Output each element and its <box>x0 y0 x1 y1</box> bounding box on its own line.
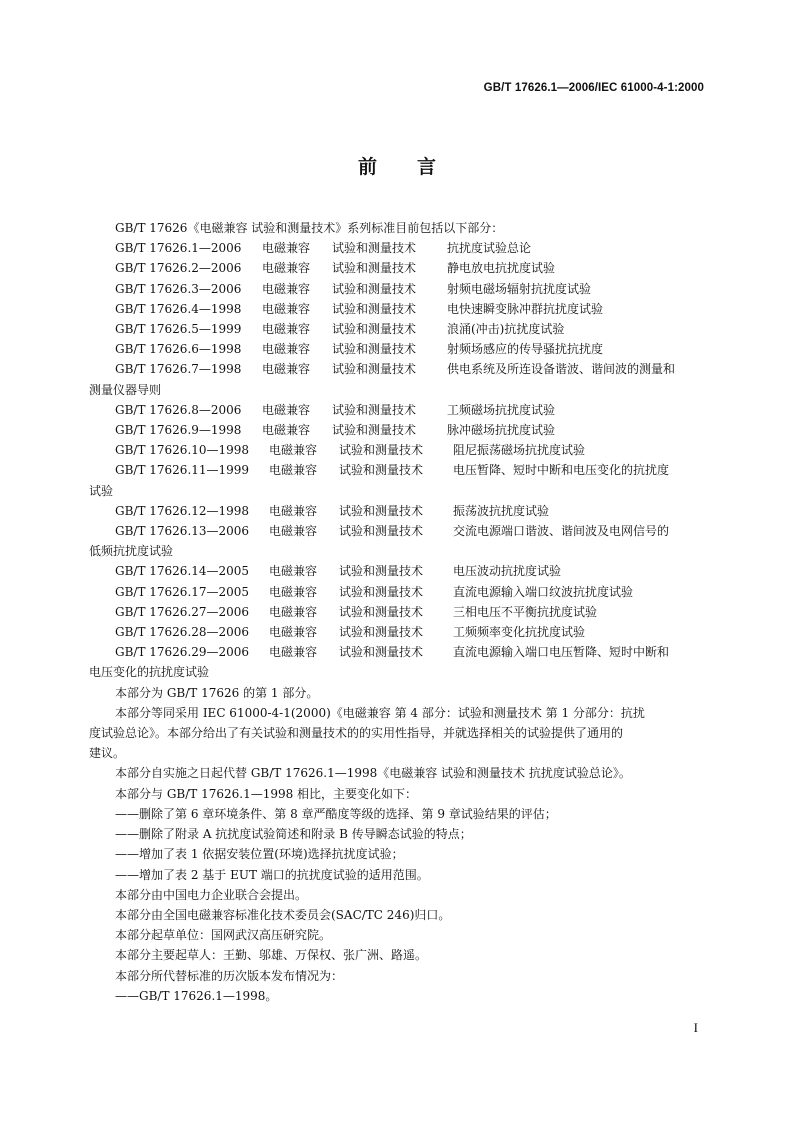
standard-name: 射频场感应的传导骚扰抗扰度 <box>447 342 604 357</box>
standard-category: 电磁兼容 <box>262 402 311 417</box>
standard-code: GB/T 17626.17—2005 <box>115 584 250 599</box>
standard-entry <box>89 521 705 541</box>
standard-category: 电磁兼容 <box>269 604 318 619</box>
standard-subject: 试验和测量技术 <box>332 342 417 357</box>
standard-category: 电磁兼容 <box>269 503 318 518</box>
document-header-standard-number: GB/T 17626.1—2006/IEC 61000-4-1:2000 <box>483 82 704 94</box>
standard-subject: 试验和测量技术 <box>332 402 417 417</box>
page-title: 前言 <box>357 156 476 178</box>
standard-name: 工频磁场抗扰度试验 <box>447 402 556 417</box>
standard-entry <box>89 642 705 662</box>
standard-code: GB/T 17626.3—2006 <box>115 281 242 296</box>
standard-entry <box>89 602 705 622</box>
standard-subject: 试验和测量技术 <box>339 604 424 619</box>
standard-subject: 试验和测量技术 <box>332 281 417 296</box>
standard-code: GB/T 17626.11—1999 <box>115 463 250 478</box>
standard-entry <box>89 238 705 258</box>
standard-code: GB/T 17626.2—2006 <box>115 261 242 276</box>
adoption-statement-line-1: 本部分等同采用 IEC 61000-4-1(2000)《电磁兼容 第 4 部分：试验和测量技术 第 1 分部分：抗扰 <box>115 705 645 720</box>
standard-subject: 试验和测量技术 <box>339 524 424 539</box>
standard-name: 交流电源端口谐波、谐间波及电网信号的 <box>453 524 670 539</box>
standard-code: GB/T 17626.28—2006 <box>115 625 250 640</box>
standard-category: 电磁兼容 <box>269 463 318 478</box>
standards-list <box>89 238 705 682</box>
standard-name: 脉冲磁场抗扰度试验 <box>447 423 556 438</box>
standard-entry <box>89 339 705 359</box>
standard-subject: 试验和测量技术 <box>339 625 424 640</box>
standard-name: 静电放电抗扰度试验 <box>447 261 556 276</box>
proposed-by: 本部分由中国电力企业联合会提出。 <box>115 887 308 902</box>
standard-code: GB/T 17626.14—2005 <box>115 564 250 579</box>
standard-category: 电磁兼容 <box>262 281 311 296</box>
standard-code: GB/T 17626.5—1999 <box>115 322 242 337</box>
standard-name: 抗扰度试验总论 <box>447 241 532 256</box>
standard-entry <box>89 319 705 339</box>
standard-category: 电磁兼容 <box>269 584 318 599</box>
standard-category: 电磁兼容 <box>262 423 311 438</box>
change-item: ——删除了附录 A 抗扰度试验简述和附录 B 传导瞬态试验的特点； <box>115 827 472 842</box>
standard-entry <box>89 420 705 440</box>
standard-name: 阻尼振荡磁场抗扰度试验 <box>453 443 586 458</box>
standard-entry <box>89 622 705 642</box>
standard-entry <box>89 359 705 379</box>
standard-subject: 试验和测量技术 <box>332 362 417 377</box>
standard-code: GB/T 17626.29—2006 <box>115 645 250 660</box>
standard-name: 直流电源输入端口电压暂降、短时中断和 <box>453 645 670 660</box>
standard-entry <box>89 582 705 602</box>
standard-entry <box>89 440 705 460</box>
standard-name-continuation: 测量仪器导则 <box>89 382 162 397</box>
standard-category: 电磁兼容 <box>262 362 311 377</box>
standard-code: GB/T 17626.12—1998 <box>115 503 250 518</box>
standard-code: GB/T 17626.6—1998 <box>115 342 242 357</box>
standard-name: 电快速瞬变脉冲群抗扰度试验 <box>447 301 604 316</box>
standard-subject: 试验和测量技术 <box>339 564 424 579</box>
standard-code: GB/T 17626.8—2006 <box>115 402 242 417</box>
change-item: ——增加了表 1 依据安装位置(环境)选择抗扰度试验； <box>115 847 404 862</box>
standard-name: 电压暂降、短时中断和电压变化的抗扰度 <box>453 463 670 478</box>
standard-category: 电磁兼容 <box>262 261 311 276</box>
adoption-statement-line-2: 度试验总论》。本部分给出了有关试验和测量技术的的实用性指导，并就选择相关的试验提供了通用的 <box>89 726 624 741</box>
standard-entry <box>89 279 705 299</box>
replacement-statement: 本部分自实施之日起代替 GB/T 17626.1—1998《电磁兼容 试验和测量技术 抗扰度试验总论》。 <box>115 766 631 781</box>
centralized-by: 本部分由全国电磁兼容标准化技术委员会(SAC/TC 246)归口。 <box>115 907 451 922</box>
standard-category: 电磁兼容 <box>269 625 318 640</box>
standard-subject: 试验和测量技术 <box>339 503 424 518</box>
standard-subject: 试验和测量技术 <box>339 443 424 458</box>
standard-category: 电磁兼容 <box>269 443 318 458</box>
change-item: ——增加了表 2 基于 EUT 端口的抗扰度试验的适用范围。 <box>115 867 429 882</box>
standard-category: 电磁兼容 <box>262 322 311 337</box>
standard-entry <box>89 561 705 581</box>
standard-code: GB/T 17626.9—1998 <box>115 423 242 438</box>
adoption-statement-line-3: 建议。 <box>89 746 126 761</box>
standard-category: 电磁兼容 <box>269 524 318 539</box>
standard-category: 电磁兼容 <box>269 564 318 579</box>
series-intro: GB/T 17626《电磁兼容 试验和测量技术》系列标准目前包括以下部分： <box>115 221 504 235</box>
standard-category: 电磁兼容 <box>262 241 311 256</box>
changes-intro: 本部分与 GB/T 17626.1—1998 相比，主要变化如下： <box>115 786 418 801</box>
standard-name-continuation: 低频抗扰度试验 <box>89 544 174 559</box>
standard-name: 三相电压不平衡抗扰度试验 <box>453 604 598 619</box>
standard-entry <box>89 460 705 480</box>
standard-name: 电压波动抗扰度试验 <box>453 564 562 579</box>
standard-name: 浪涌(冲击)抗扰度试验 <box>447 322 565 337</box>
standard-entry <box>89 400 705 420</box>
standard-subject: 试验和测量技术 <box>332 301 417 316</box>
standard-subject: 试验和测量技术 <box>339 645 424 660</box>
standard-subject: 试验和测量技术 <box>339 463 424 478</box>
standard-code: GB/T 17626.13—2006 <box>115 524 250 539</box>
standard-name-continuation: 试验 <box>89 483 114 498</box>
standard-code: GB/T 17626.1—2006 <box>115 241 242 256</box>
standard-code: GB/T 17626.10—1998 <box>115 443 250 458</box>
standard-code: GB/T 17626.4—1998 <box>115 301 242 316</box>
standard-category: 电磁兼容 <box>262 301 311 316</box>
standard-name: 工频频率变化抗扰度试验 <box>453 625 586 640</box>
standard-category: 电磁兼容 <box>269 645 318 660</box>
standard-entry <box>89 501 705 521</box>
standard-entry <box>89 258 705 278</box>
standard-name: 射频电磁场辐射抗扰度试验 <box>447 281 592 296</box>
standard-subject: 试验和测量技术 <box>332 322 417 337</box>
drafting-unit: 本部分起草单位：国网武汉高压研究院。 <box>115 928 332 943</box>
standard-subject: 试验和测量技术 <box>339 584 424 599</box>
preface-body <box>89 218 705 1006</box>
standard-name: 供电系统及所连设备谐波、谐间波的测量和 <box>447 362 676 377</box>
main-drafters: 本部分主要起草人：王勤、邬雄、万保权、张广洲、路遥。 <box>115 948 428 963</box>
standard-subject: 试验和测量技术 <box>332 423 417 438</box>
standard-name-continuation: 电压变化的抗扰度试验 <box>89 665 210 680</box>
standard-category: 电磁兼容 <box>262 342 311 357</box>
history-item: ——GB/T 17626.1—1998。 <box>115 988 278 1003</box>
part-of-statement: 本部分为 GB/T 17626 的第 1 部分。 <box>115 685 319 700</box>
history-intro: 本部分所代替标准的历次版本发布情况为： <box>115 968 344 983</box>
standard-code: GB/T 17626.7—1998 <box>115 362 242 377</box>
page-number: I <box>693 1020 698 1035</box>
standard-code: GB/T 17626.27—2006 <box>115 604 250 619</box>
standard-subject: 试验和测量技术 <box>332 241 417 256</box>
change-item: ——删除了第 6 章环境条件、第 8 章严酷度等级的选择、第 9 章试验结果的评估； <box>115 806 557 821</box>
standard-name: 振荡波抗扰度试验 <box>453 503 550 518</box>
standard-subject: 试验和测量技术 <box>332 261 417 276</box>
standard-entry <box>89 299 705 319</box>
standard-name: 直流电源输入端口纹波抗扰度试验 <box>453 584 634 599</box>
